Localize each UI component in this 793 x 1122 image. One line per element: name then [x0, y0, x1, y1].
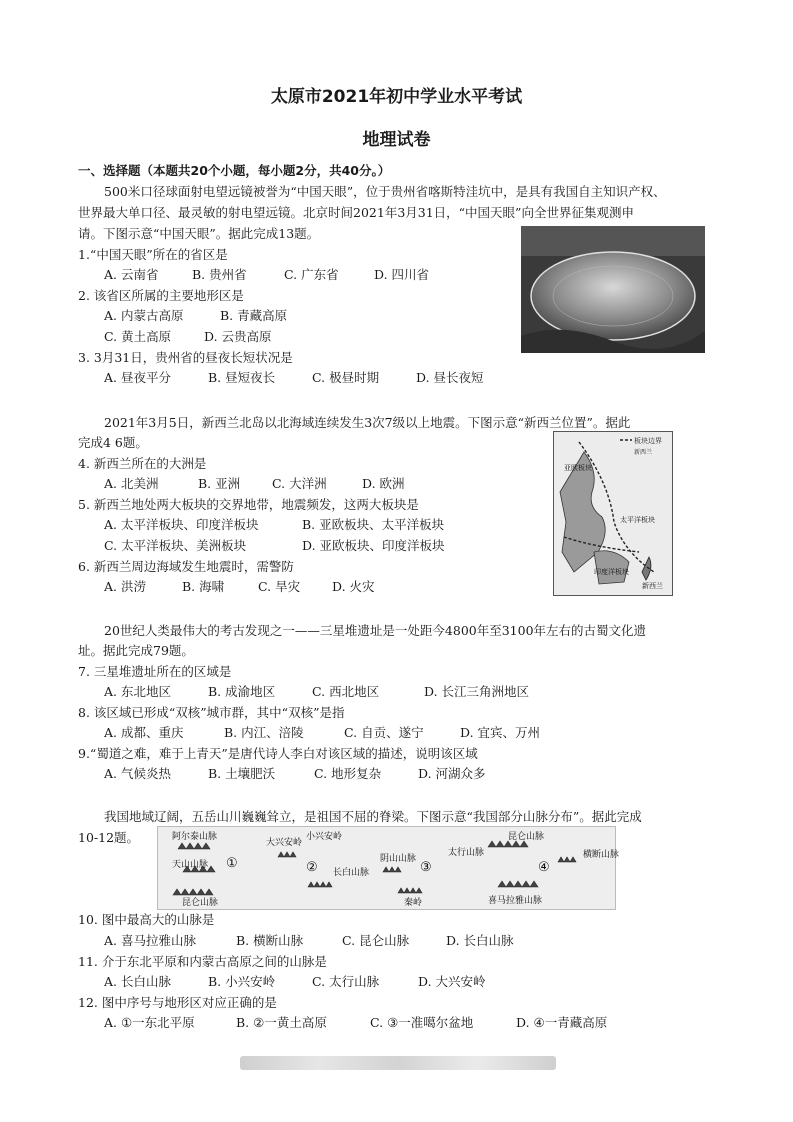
mountain-kunlun-2: 昆仑山脉	[508, 832, 545, 842]
question-9-stem: 9.“蜀道之难，难于上青天”是唐代诗人李白对该区域的描述，说明该区域	[78, 746, 478, 761]
q5-option-c[interactable]: C. 太平洋板块、美洲板块	[104, 538, 247, 553]
q1-option-a[interactable]: A. 云南省	[104, 267, 159, 282]
q11-option-c[interactable]: C. 太行山脉	[312, 974, 380, 989]
q10-option-d[interactable]: D. 长白山脉	[446, 933, 514, 948]
mountain-tianshan: 天山山脉	[172, 860, 209, 870]
q6-option-c[interactable]: C. 旱灾	[258, 579, 301, 594]
mountain-qinling: 秦岭	[404, 898, 423, 908]
q8-option-a[interactable]: A. 成都、重庆	[104, 725, 184, 740]
q5-option-b[interactable]: B. 亚欧板块、太平洋板块	[302, 517, 445, 532]
question-5-stem: 5. 新西兰地处两大板块的交界地带，地震频发，这两大板块是	[78, 497, 419, 512]
q12-option-c[interactable]: C. ③一准噶尔盆地	[370, 1015, 474, 1030]
question-3-stem: 3. 3月31日，贵州省的昼夜长短状况是	[78, 350, 293, 365]
q7-option-a[interactable]: A. 东北地区	[104, 684, 171, 699]
passage-4-line-2: 10-12题。	[78, 830, 140, 845]
question-2-stem: 2. 该省区所属的主要地形区是	[78, 288, 244, 303]
q3-option-a[interactable]: A. 昼夜平分	[104, 370, 171, 385]
mountain-lesser-khingan: 小兴安岭	[306, 832, 343, 842]
q3-option-c[interactable]: C. 极昼时期	[312, 370, 380, 385]
question-1-stem: 1.“中国天眼”所在的省区是	[78, 247, 228, 262]
question-6-stem: 6. 新西兰周边海域发生地震时，需警防	[78, 559, 294, 574]
q2-option-b[interactable]: B. 青藏高原	[220, 308, 288, 323]
mountain-taihang: 太行山脉	[448, 848, 485, 858]
question-7-stem: 7. 三星堆遗址所在的区域是	[78, 664, 232, 679]
question-8-stem: 8. 该区域已形成“双核”城市群，其中“双核”是指	[78, 705, 345, 720]
passage-2-line-1: 2021年3月5日，新西兰北岛以北海域连续发生3次7级以上地震。下图示意“新西兰位置”。据此	[104, 415, 631, 430]
marker-3: ③	[420, 860, 432, 875]
q9-option-c[interactable]: C. 地形复杂	[314, 766, 382, 781]
q7-option-d[interactable]: D. 长江三角洲地区	[424, 684, 530, 699]
q7-option-b[interactable]: B. 成渝地区	[208, 684, 276, 699]
q8-option-b[interactable]: B. 内江、涪陵	[224, 725, 304, 740]
q9-option-a[interactable]: A. 气候炎热	[104, 766, 171, 781]
q3-option-b[interactable]: B. 昼短夜长	[208, 370, 276, 385]
q1-option-d[interactable]: D. 四川省	[374, 267, 430, 282]
label-eurasian-plate: 亚欧板块	[564, 464, 592, 472]
marker-4: ④	[538, 860, 550, 875]
question-10-stem: 10. 图中最高大的山脉是	[78, 912, 215, 927]
question-11-stem: 11. 介于东北平原和内蒙古高原之间的山脉是	[78, 954, 327, 969]
q4-option-a[interactable]: A. 北美洲	[104, 476, 159, 491]
label-indian-ocean-plate: 印度洋板块	[594, 568, 629, 576]
q11-option-b[interactable]: B. 小兴安岭	[208, 974, 276, 989]
passage-3-line-2: 址。据此完成79题。	[78, 643, 194, 658]
q10-option-b[interactable]: B. 横断山脉	[236, 933, 304, 948]
q10-option-c[interactable]: C. 昆仑山脉	[342, 933, 410, 948]
q2-option-d[interactable]: D. 云贵高原	[204, 329, 272, 344]
passage-1-line-2: 世界最大单口径、最灵敏的射电望远镜。北京时间2021年3月31日，“中国天眼”向全世界征集观测申	[78, 205, 634, 220]
q6-option-a[interactable]: A. 洪涝	[104, 579, 146, 594]
q7-option-c[interactable]: C. 西北地区	[312, 684, 380, 699]
mountain-distribution-map	[157, 826, 620, 910]
question-4-stem: 4. 新西兰所在的大洲是	[78, 456, 207, 471]
q5-option-d[interactable]: D. 亚欧板块、印度洋板块	[302, 538, 445, 553]
mountain-hengduan: 横断山脉	[583, 850, 620, 860]
passage-3-line-1: 20世纪人类最伟大的考古发现之一——三星堆遗址是一处距今4800年至3100年左右的古蜀文化遗	[104, 623, 647, 638]
label-new-zealand: 新西兰	[642, 582, 663, 590]
label-pacific-plate: 太平洋板块	[620, 516, 655, 524]
mountain-greater-khingan: 大兴安岭	[266, 838, 303, 848]
blurred-footer-watermark	[240, 1056, 556, 1070]
q12-option-b[interactable]: B. ②一黄土高原	[236, 1015, 327, 1030]
new-zealand-map	[553, 431, 673, 596]
q1-option-b[interactable]: B. 贵州省	[192, 267, 247, 282]
mountain-himalaya: 喜马拉雅山脉	[488, 896, 543, 906]
legend-plate-boundary: 板块边界	[634, 437, 662, 445]
q9-option-d[interactable]: D. 河湖众多	[418, 766, 486, 781]
mountain-yinshan: 阴山山脉	[380, 854, 417, 864]
passage-2-line-2: 完成4 6题。	[78, 435, 148, 450]
q4-option-d[interactable]: D. 欧洲	[362, 476, 405, 491]
q8-option-c[interactable]: C. 自贡、遂宁	[344, 725, 424, 740]
q5-option-a[interactable]: A. 太平洋板块、印度洋板块	[104, 517, 259, 532]
q11-option-d[interactable]: D. 大兴安岭	[418, 974, 486, 989]
q12-option-a[interactable]: A. ①一东北平原	[104, 1015, 195, 1030]
page-title: 太原市2021年初中学业水平考试	[270, 87, 523, 107]
mountain-altai: 阿尔泰山脉	[172, 832, 218, 842]
section-heading: 一、选择题（本题共20个小题，每小题2分，共40分。）	[78, 163, 391, 178]
q2-option-a[interactable]: A. 内蒙古高原	[104, 308, 184, 323]
legend-new-zealand: 新西兰	[634, 449, 653, 456]
q10-option-a[interactable]: A. 喜马拉雅山脉	[104, 933, 196, 948]
q6-option-b[interactable]: B. 海啸	[182, 579, 225, 594]
q11-option-a[interactable]: A. 长白山脉	[104, 974, 171, 989]
mountain-changbai: 长白山脉	[333, 868, 370, 878]
passage-1-line-3: 请。下图示意“中国天眼”。据此完成13题。	[78, 226, 320, 241]
q8-option-d[interactable]: D. 宜宾、万州	[460, 725, 541, 740]
q6-option-d[interactable]: D. 火灾	[332, 579, 375, 594]
q3-option-d[interactable]: D. 昼长夜短	[416, 370, 484, 385]
marker-2: ②	[306, 860, 318, 875]
q12-option-d[interactable]: D. ④一青藏高原	[516, 1015, 608, 1030]
passage-4-line-1: 我国地域辽阔，五岳山川巍巍耸立，是祖国不屈的脊梁。下图示意“我国部分山脉分布”。据此完成	[104, 809, 642, 824]
q1-option-c[interactable]: C. 广东省	[284, 267, 339, 282]
q4-option-c[interactable]: C. 大洋洲	[272, 476, 327, 491]
fast-telescope-photo	[521, 226, 705, 353]
q4-option-b[interactable]: B. 亚洲	[198, 476, 241, 491]
question-12-stem: 12. 图中序号与地形区对应正确的是	[78, 995, 277, 1010]
q9-option-b[interactable]: B. 土壤肥沃	[208, 766, 276, 781]
marker-1: ①	[226, 856, 238, 871]
mountain-kunlun-1: 昆仑山脉	[182, 898, 219, 908]
q2-option-c[interactable]: C. 黄土高原	[104, 329, 172, 344]
page-subtitle: 地理试卷	[362, 130, 431, 150]
passage-1-line-1: 500米口径球面射电望远镜被誉为“中国天眼”，位于贵州省喀斯特洼坑中，是具有我国自主知识产权、	[104, 184, 666, 199]
